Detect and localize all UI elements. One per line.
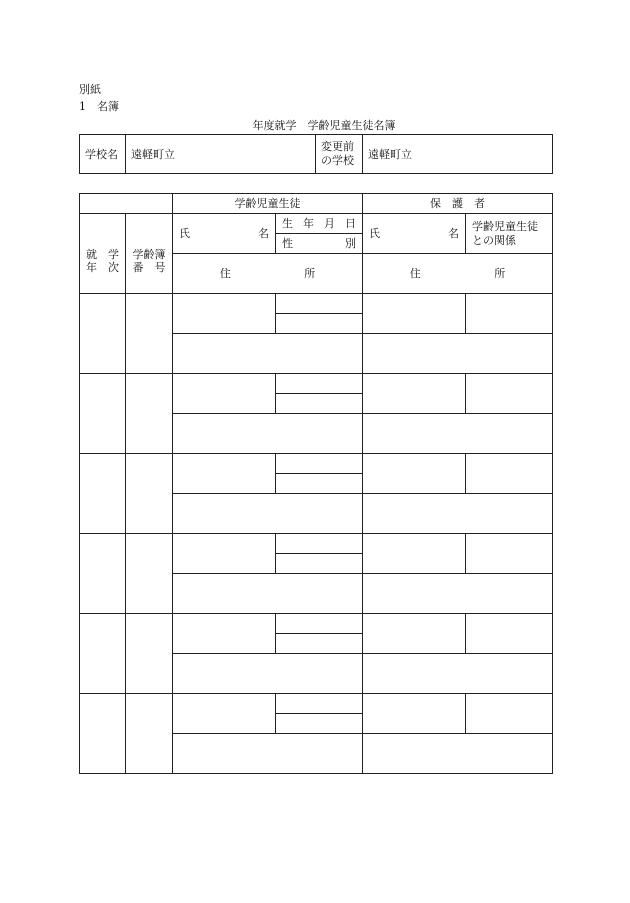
roster-table [79,193,553,774]
guardian-address-cell[interactable] [363,414,553,454]
birthdate-header [276,214,363,234]
birthdate-header-b: 年 [303,217,314,230]
student-name-cell[interactable] [173,374,276,414]
student-address-cell[interactable] [173,494,363,534]
register-number-header-line2: 番 号 [132,260,166,274]
student-name-cell[interactable] [173,454,276,494]
guardian-name-header-b: 名 [448,227,459,240]
student-name-cell[interactable] [173,694,276,734]
relation-cell[interactable] [466,374,553,414]
register-number-cell[interactable] [126,454,173,534]
guardian-name-cell[interactable] [363,374,466,414]
table-row [80,454,553,474]
relation-header [466,214,553,254]
birthdate-cell[interactable] [276,534,363,554]
student-name-cell[interactable] [173,534,276,574]
relation-cell[interactable] [466,534,553,574]
birthdate-cell[interactable] [276,614,363,634]
student-address-header-a: 住 [219,267,231,280]
grade-year-cell[interactable] [80,534,126,614]
student-name-cell[interactable] [173,614,276,654]
birthdate-cell[interactable] [276,454,363,474]
register-number-cell[interactable] [126,294,173,374]
sex-header [276,234,363,254]
sex-header-b: 別 [345,237,356,250]
relation-header-line2: との関係 [472,233,516,247]
form-title-text: 年度就学 学齢児童生徒名簿 [252,119,396,132]
grade-year-header-line2: 年 次 [86,260,119,274]
guardian-name-header-a: 氏 [369,227,380,240]
school-name-label: 学校名 [80,135,126,174]
student-address-cell[interactable] [173,574,363,614]
student-name-cell[interactable] [173,294,276,334]
student-name-header-a: 氏 [179,227,190,240]
guardian-name-cell[interactable] [363,694,466,734]
birthdate-header-c: 月 [324,217,335,230]
table-row [80,614,553,634]
attachment-label: 別紙 [79,83,101,96]
student-name-header-b: 名 [258,227,269,240]
birthdate-cell[interactable] [276,294,363,314]
student-address-cell[interactable] [173,414,363,454]
guardian-name-cell[interactable] [363,454,466,494]
relation-cell[interactable] [466,294,553,334]
guardian-address-cell[interactable] [363,334,553,374]
student-address-header [173,254,363,294]
school-name-field[interactable]: 遠軽町立 [126,135,316,174]
sex-header-a: 性 [282,237,293,250]
register-number-header-line1: 学齢簿 [132,247,166,261]
previous-school-field[interactable]: 遠軽町立 [363,135,553,174]
school-info-table [79,134,553,174]
table-row [80,294,553,314]
guardian-name-cell[interactable] [363,614,466,654]
previous-school-label [316,135,363,174]
roster-entries [80,294,553,774]
guardian-name-cell[interactable] [363,534,466,574]
student-address-cell[interactable] [173,334,363,374]
table-row [80,534,553,554]
grade-year-cell[interactable] [80,374,126,454]
sex-cell[interactable] [276,714,363,734]
birthdate-cell[interactable] [276,374,363,394]
sex-cell[interactable] [276,554,363,574]
grade-year-cell[interactable] [80,454,126,534]
register-number-cell[interactable] [126,534,173,614]
guardian-address-header-b: 所 [494,267,506,280]
section-heading: 1 名簿 [79,100,119,113]
guardian-address-cell[interactable] [363,574,553,614]
student-address-cell[interactable] [173,654,363,694]
register-number-cell[interactable] [126,614,173,694]
sex-cell[interactable] [276,474,363,494]
student-address-cell[interactable] [173,734,363,774]
student-group-header: 学齢児童生徒 [173,194,363,214]
grade-year-cell[interactable] [80,614,126,694]
sex-cell[interactable] [276,634,363,654]
guardian-group-header: 保 護 者 [363,194,553,214]
previous-school-label-line2: の学校 [321,154,354,167]
guardian-address-cell[interactable] [363,654,553,694]
birthdate-cell[interactable] [276,694,363,714]
sex-cell[interactable] [276,394,363,414]
grade-year-header [80,214,126,294]
guardian-address-cell[interactable] [363,734,553,774]
register-number-cell[interactable] [126,694,173,774]
relation-cell[interactable] [466,614,553,654]
guardian-name-header [363,214,466,254]
grade-year-cell[interactable] [80,694,126,774]
register-number-header [126,214,173,294]
student-address-header-b: 所 [304,267,316,280]
sex-cell[interactable] [276,314,363,334]
guardian-address-header-a: 住 [409,267,421,280]
form-title [0,119,630,132]
student-name-header [173,214,276,254]
register-number-cell[interactable] [126,374,173,454]
guardian-name-cell[interactable] [363,294,466,334]
grade-year-cell[interactable] [80,294,126,374]
blank-corner-cell [80,194,173,214]
table-row [80,374,553,394]
relation-cell[interactable] [466,454,553,494]
table-row [80,694,553,714]
birthdate-header-d: 日 [345,217,356,230]
relation-header-line1: 学齢児童生徒 [472,219,538,233]
guardian-address-header [363,254,553,294]
birthdate-header-a: 生 [282,217,293,230]
previous-school-label-line1: 変更前 [321,140,354,153]
guardian-address-cell[interactable] [363,494,553,534]
relation-cell[interactable] [466,694,553,734]
grade-year-header-line1: 就 学 [86,247,119,261]
